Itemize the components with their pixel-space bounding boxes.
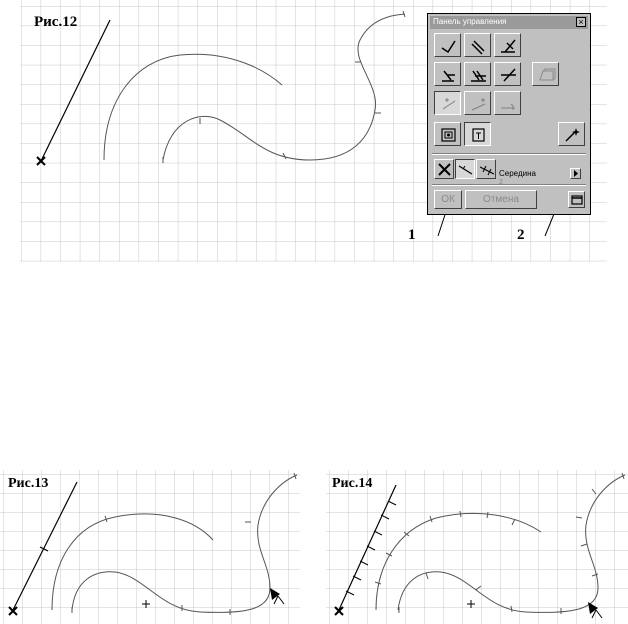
callout-1: 1 (408, 227, 416, 243)
cross-icon (435, 160, 455, 180)
parallel-tool-icon (465, 34, 492, 58)
separator (432, 184, 586, 186)
figure-13 (0, 470, 300, 624)
mode-segment-button[interactable] (455, 159, 475, 179)
local-snap-icon (465, 123, 492, 147)
divide-icon (477, 160, 497, 180)
figure-13-drawing (0, 470, 300, 624)
double-tangent-tool-icon (465, 63, 492, 87)
mode-divide-button[interactable] (476, 159, 496, 179)
tool-point-mode-1-button[interactable] (434, 91, 461, 115)
figure-12-caption: Рис.12 (34, 14, 78, 30)
mode-cross-button[interactable] (434, 159, 454, 179)
callout-2: 2 (517, 227, 525, 243)
figure-14 (326, 470, 628, 624)
close-button[interactable]: × (576, 17, 586, 27)
mode-menu-button[interactable] (570, 168, 581, 179)
tool-angle-button[interactable] (494, 62, 521, 86)
tool-tangent-button[interactable] (434, 62, 461, 86)
cancel-button[interactable]: Отмена (465, 190, 537, 209)
tool-magic-button[interactable] (558, 122, 585, 146)
frame-tool-icon (533, 63, 560, 87)
figure-13-caption: Рис.13 (8, 476, 49, 491)
mode-label: Середина (499, 169, 536, 178)
segment-point-icon (456, 160, 476, 180)
angle-tool-icon (495, 63, 522, 87)
object-snap-icon (435, 123, 462, 147)
tool-line-button[interactable] (434, 33, 461, 57)
window-icon (569, 192, 586, 209)
tool-double-tangent-button[interactable] (464, 62, 491, 86)
ok-button[interactable]: ОК (434, 190, 462, 209)
line-tool-icon (435, 34, 462, 58)
separator (432, 153, 586, 155)
point-mode-2-icon (465, 92, 492, 116)
tool-bisector-button[interactable] (494, 33, 521, 57)
bisector-tool-icon (495, 34, 522, 58)
panel-title: Панель управления (433, 17, 507, 26)
arrow-right-icon (571, 169, 580, 178)
figure-14-drawing (326, 470, 628, 624)
mode-sub-value: 2 (499, 179, 503, 186)
tool-local-snap-button[interactable] (464, 122, 491, 146)
point-mode-icon (435, 92, 462, 116)
tool-point-mode-2-button[interactable] (464, 91, 491, 115)
tool-point-mode-3-button[interactable] (494, 91, 521, 115)
tangent-tool-icon (435, 63, 462, 87)
point-mode-3-icon (495, 92, 522, 116)
magic-wand-icon (559, 123, 586, 147)
control-panel (427, 13, 591, 215)
tool-disabled-button[interactable] (532, 62, 559, 86)
tool-object-snap-button[interactable] (434, 122, 461, 146)
panel-collapse-button[interactable] (568, 191, 585, 208)
grid (326, 470, 628, 624)
figure-14-caption: Рис.14 (332, 476, 373, 491)
tool-parallel-button[interactable] (464, 33, 491, 57)
panel-title-bar (430, 16, 588, 29)
